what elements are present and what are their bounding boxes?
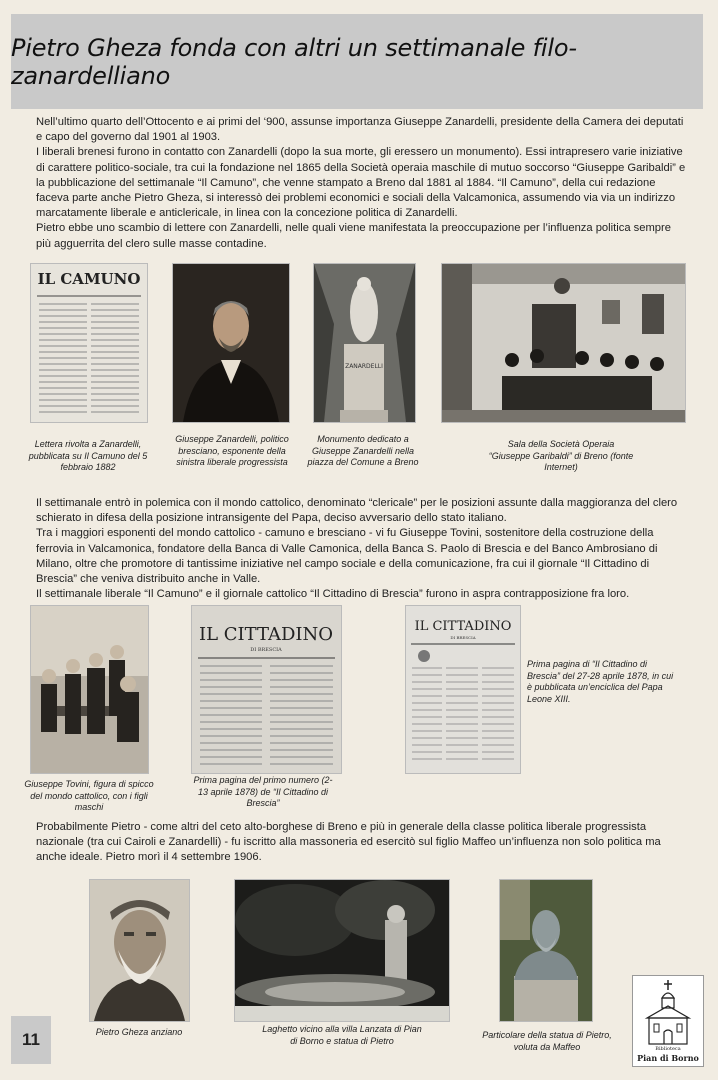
caption-lake: Laghetto vicino alla villa Lanzata di Pian di Borno e statua di Pietro bbox=[262, 1024, 422, 1046]
portrait-image bbox=[90, 880, 189, 1021]
cittadino-subtitle: DI BRESCIA bbox=[250, 647, 282, 653]
camuno-masthead: IL CAMUNO bbox=[37, 270, 141, 288]
logo-line-1: Biblioteca bbox=[655, 1046, 681, 1052]
middle-paragraph-1: Il settimanale entrò in polemica con il mondo cattolico, denominato “clericale” per le posizioni assunte dalla maggioranza del clero schierato in difesa della posizione intransigente del Papa, deciso avversario dello stato italiano. bbox=[36, 497, 678, 525]
closing-text bbox=[36, 820, 686, 866]
monument-image bbox=[314, 264, 415, 422]
family-image bbox=[31, 606, 148, 773]
portrait-image bbox=[173, 264, 289, 422]
logo-line-2: Pian di Borno bbox=[637, 1053, 699, 1063]
caption-encyclical: Prima pagina di “Il Cittadino di Brescia” del 27-28 aprile 1878, in cui è pubblicata un’enciclica del Papa Leone XIII. bbox=[527, 659, 674, 704]
title-bar bbox=[11, 14, 703, 109]
monument-photo bbox=[313, 263, 416, 423]
cittadino-masthead-2: IL CITTADINO bbox=[414, 619, 512, 634]
page-title: Pietro Gheza fonda con altri un settimanale filo-zanardelliano bbox=[11, 33, 577, 90]
newspaper-image bbox=[31, 264, 147, 422]
caption-statue: Particolare della statua di Pietro, voluta da Maffeo bbox=[482, 1030, 612, 1052]
lake-photo bbox=[234, 879, 450, 1022]
library-logo bbox=[632, 975, 704, 1067]
closing-paragraph: Probabilmente Pietro - come altri del ceto alto-borghese di Breno e più in generale della classe politica liberale progressista nazionale (tra cui Cairoli e Zanardelli) - fu iscritto alla massoneria ed esercitò sul figlio Maffeo un’influenza non solo politica ma anche ideale. Pietro morì il 4 settembre 1906. bbox=[36, 821, 661, 864]
caption-zanardelli: Giuseppe Zanardelli, politico bresciano, esponente della sinistra liberale progressista bbox=[175, 434, 289, 467]
middle-text bbox=[36, 496, 686, 602]
hall-image bbox=[442, 264, 685, 422]
cittadino-subtitle-2: DI BRESCIA bbox=[450, 635, 476, 640]
zanardelli-photo bbox=[172, 263, 290, 423]
statue-photo bbox=[499, 879, 593, 1022]
newspaper-image bbox=[406, 606, 520, 773]
page-number: 11 bbox=[11, 1016, 51, 1064]
caption-monument: Monumento dedicato a Giuseppe Zanardelli nella piazza del Comune a Breno bbox=[307, 434, 419, 467]
intro-paragraph-2: I liberali brenesi furono in contatto con Zanardelli (dopo la sua morte, gli eressero un monumento). Essi intrapresero varie iniziative di carattere politico-sociale, tra cui la fondazione nel 1865 della Società operaia maschile di mutuo soccorso “Giuseppe Garibaldi” e la pubblicazione del settimanale “Il Camuno”, che venne stampato a Breno dal 1881 al 1884. “Il Camuno”, della cui redazione faceva parte anche Pietro Gheza, si interessò dei problemi economici e sociali della Valcamonica, assumendo via via un indirizzo marcatamente liberale e anticlericale, in linea con la concezione politica di Zanardelli. bbox=[36, 146, 686, 220]
caption-hall: Sala della Società Operaia “Giuseppe Garibaldi” di Breno (fonte Internet) bbox=[488, 439, 634, 472]
caption-letter: Lettera rivolta a Zanardelli, pubblicata su Il Camuno del 5 febbraio 1882 bbox=[28, 439, 148, 472]
statue-image bbox=[500, 880, 592, 1021]
hall-photo bbox=[441, 263, 686, 423]
encyclical-issue-photo bbox=[405, 605, 521, 774]
intro-paragraph-1: Nell’ultimo quarto dell’Ottocento e ai primi del ‘900, assunse importanza Giuseppe Zanardelli, presidente della Camera dei deputati e capo del governo dal 1901 al 1903. bbox=[36, 116, 684, 144]
letter-photo bbox=[30, 263, 148, 423]
cittadino-masthead: IL CITTADINO bbox=[198, 624, 334, 645]
newspaper-image bbox=[192, 606, 341, 773]
middle-paragraph-3: Il settimanale liberale “Il Camuno” e il giornale cattolico “Il Cittadino di Brescia” furono in aspra contrapposizione fra loro. bbox=[36, 588, 630, 601]
middle-paragraph-2: Tra i maggiori esponenti del mondo cattolico - camuno e bresciano - vi fu Giuseppe Tovini, sostenitore della costruzione della ferrovia in Valcamonica, fondatore della Banca di Valle Camonica, della Banca S. Paolo di Brescia e del Banco Ambrosiano di Milano, oltre che promotore di tantissime iniziative nel campo sociale e della comunicazione, fra cui il giornale “Il Cittadino di Brescia” che veniva distribuito anche in Valle. bbox=[36, 527, 658, 586]
caption-first-issue: Prima pagina del primo numero (2-13 aprile 1878) de “Il Cittadino di Brescia” bbox=[193, 775, 333, 808]
intro-text bbox=[36, 115, 686, 252]
lake-image bbox=[235, 880, 449, 1021]
tovini-photo bbox=[30, 605, 149, 774]
monument-plaque: ZANARDELLI bbox=[345, 363, 383, 370]
old-pietro-photo bbox=[89, 879, 190, 1022]
caption-old-pietro: Pietro Gheza anziano bbox=[95, 1027, 183, 1037]
intro-paragraph-3: Pietro ebbe uno scambio di lettere con Zanardelli, nelle quali viene manifestata la preoccupazione per l’influenza politica sempre più agguerrita del clero sulle masse contadine. bbox=[36, 222, 671, 250]
caption-tovini: Giuseppe Tovini, figura di spicco del mondo cattolico, con i figli maschi bbox=[24, 779, 154, 812]
first-issue-photo bbox=[191, 605, 342, 774]
